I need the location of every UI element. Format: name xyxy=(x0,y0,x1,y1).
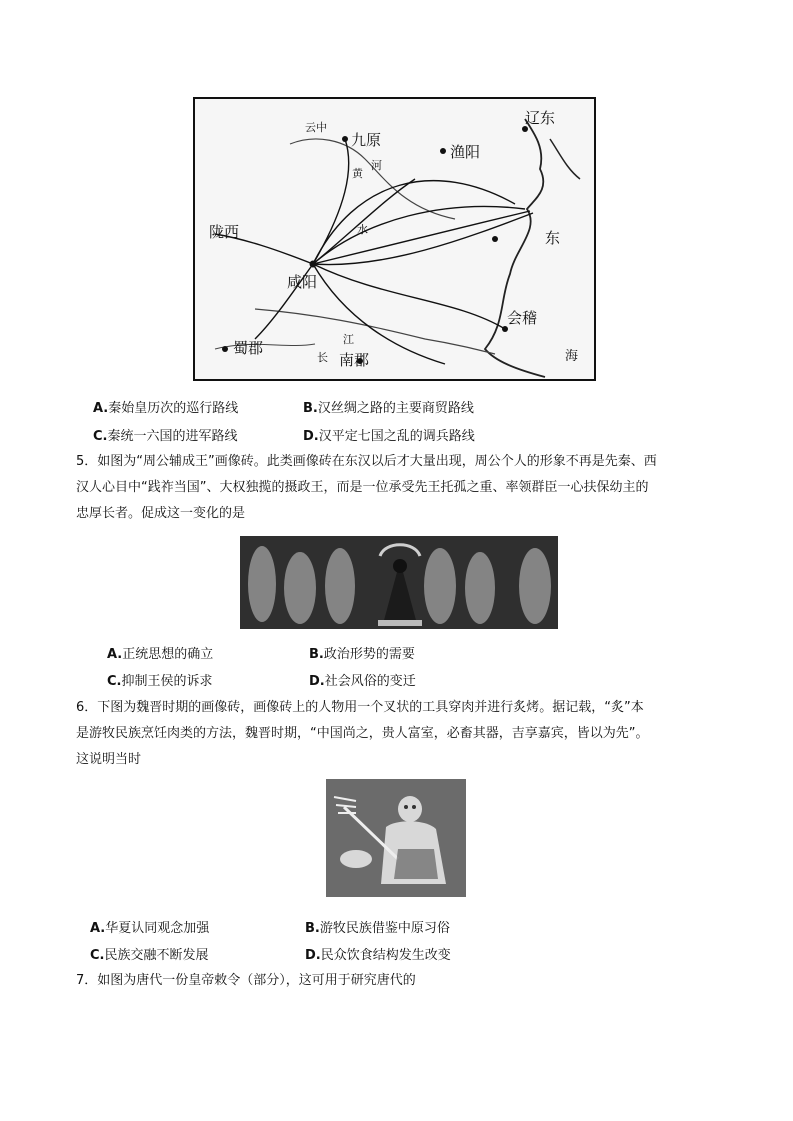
option-label: C. xyxy=(93,429,108,444)
option-text: 正统思想的确立 xyxy=(122,647,214,662)
option-text: 社会风俗的变迁 xyxy=(324,674,416,689)
q5-line-1: 5．如图为“周公辅成王”画像砖。此类画像砖在东汉以后才大量出现，周公个人的形象不再是先秦、西 xyxy=(76,454,657,469)
map-label-nanjun: 南郡 xyxy=(339,351,370,369)
option-label: A. xyxy=(107,647,123,662)
q6-option-a[interactable] xyxy=(90,917,209,936)
option-label: D. xyxy=(309,674,325,689)
map-label-chang: 长 xyxy=(317,351,328,364)
q5-brick-relief-image xyxy=(240,536,558,629)
option-text: 秦统一六国的进军路线 xyxy=(107,429,238,444)
option-text: 抑制王侯的诉求 xyxy=(121,674,213,689)
option-text: 华夏认同观念加强 xyxy=(105,921,210,936)
route-map xyxy=(193,97,596,381)
q7-stem xyxy=(76,968,726,994)
option-label: B. xyxy=(305,921,320,936)
map-label-dong: 东 xyxy=(545,229,561,247)
map-label-yunzhong: 云中 xyxy=(305,121,327,134)
q4-option-b[interactable] xyxy=(303,397,474,416)
option-text: 汉平定七国之乱的调兵路线 xyxy=(318,429,475,444)
map-label-jiang: 江 xyxy=(343,333,354,346)
q5-line-2: 汉人心目中“践祚当国”、大权独揽的摄政王，而是一位承受先王托孤之重、率领群臣一心扶保幼主的 xyxy=(76,480,649,495)
q6-option-d[interactable] xyxy=(305,944,451,963)
q5-stem xyxy=(76,449,726,527)
q5-option-c[interactable] xyxy=(107,670,213,689)
map-label-xianyang: 咸阳 xyxy=(287,273,318,291)
q6-line-3: 这说明当时 xyxy=(76,752,142,767)
option-text: 游牧民族借鉴中原习俗 xyxy=(319,921,450,936)
q5-line-3: 忠厚长者。促成这一变化的是 xyxy=(76,506,246,521)
option-text: 民族交融不断发展 xyxy=(104,948,209,963)
q5-option-b[interactable] xyxy=(309,643,415,662)
q6-option-c[interactable] xyxy=(90,944,209,963)
q4-option-c[interactable] xyxy=(93,425,238,444)
option-label: C. xyxy=(107,674,122,689)
option-text: 汉丝绸之路的主要商贸路线 xyxy=(317,401,474,416)
option-text: 秦始皇历次的巡行路线 xyxy=(108,401,239,416)
map-label-longxi: 陇西 xyxy=(209,223,240,241)
map-label-shui: 水 xyxy=(357,223,368,236)
option-text: 民众饮食结构发生改变 xyxy=(320,948,451,963)
q6-line-2: 是游牧民族烹饪肉类的方法，魏晋时期，“中国尚之，贵人富室，必畜其器，吉享嘉宾，皆以为先”。 xyxy=(76,726,649,741)
option-text: 政治形势的需要 xyxy=(323,647,415,662)
option-label: A. xyxy=(93,401,109,416)
option-label: D. xyxy=(305,948,321,963)
option-label: B. xyxy=(303,401,318,416)
map-label-huang: 黄 xyxy=(352,167,363,180)
map-label-hai: 海 xyxy=(565,349,579,364)
relief-figures xyxy=(240,536,558,629)
q6-option-b[interactable] xyxy=(305,917,450,936)
q6-brick-image xyxy=(326,779,466,897)
map-label-liaodong: 辽东 xyxy=(525,109,556,127)
q4-option-d[interactable] xyxy=(303,425,475,444)
q5-option-a[interactable] xyxy=(107,643,213,662)
map-label-shujun: 蜀郡 xyxy=(233,339,264,357)
q5-option-d[interactable] xyxy=(309,670,416,689)
option-label: D. xyxy=(303,429,319,444)
map-label-he: 河 xyxy=(371,159,382,172)
option-label: A. xyxy=(90,921,106,936)
q6-line-1: 6．下图为魏晋时期的画像砖，画像砖上的人物用一个叉状的工具穿肉并进行炙烤。据记载，“炙”本 xyxy=(76,700,644,715)
q6-stem xyxy=(76,695,726,773)
map-label-kuaiji: 会稽 xyxy=(507,309,538,327)
map-label-yuyang: 渔阳 xyxy=(450,143,481,161)
option-label: C. xyxy=(90,948,105,963)
q4-option-a[interactable] xyxy=(93,397,238,416)
option-label: B. xyxy=(309,647,324,662)
q7-line-1: 7．如图为唐代一份皇帝敕令（部分），这可用于研究唐代的 xyxy=(76,973,416,988)
map-label-jiuyuan: 九原 xyxy=(351,131,382,149)
roasting-figure xyxy=(326,779,466,897)
